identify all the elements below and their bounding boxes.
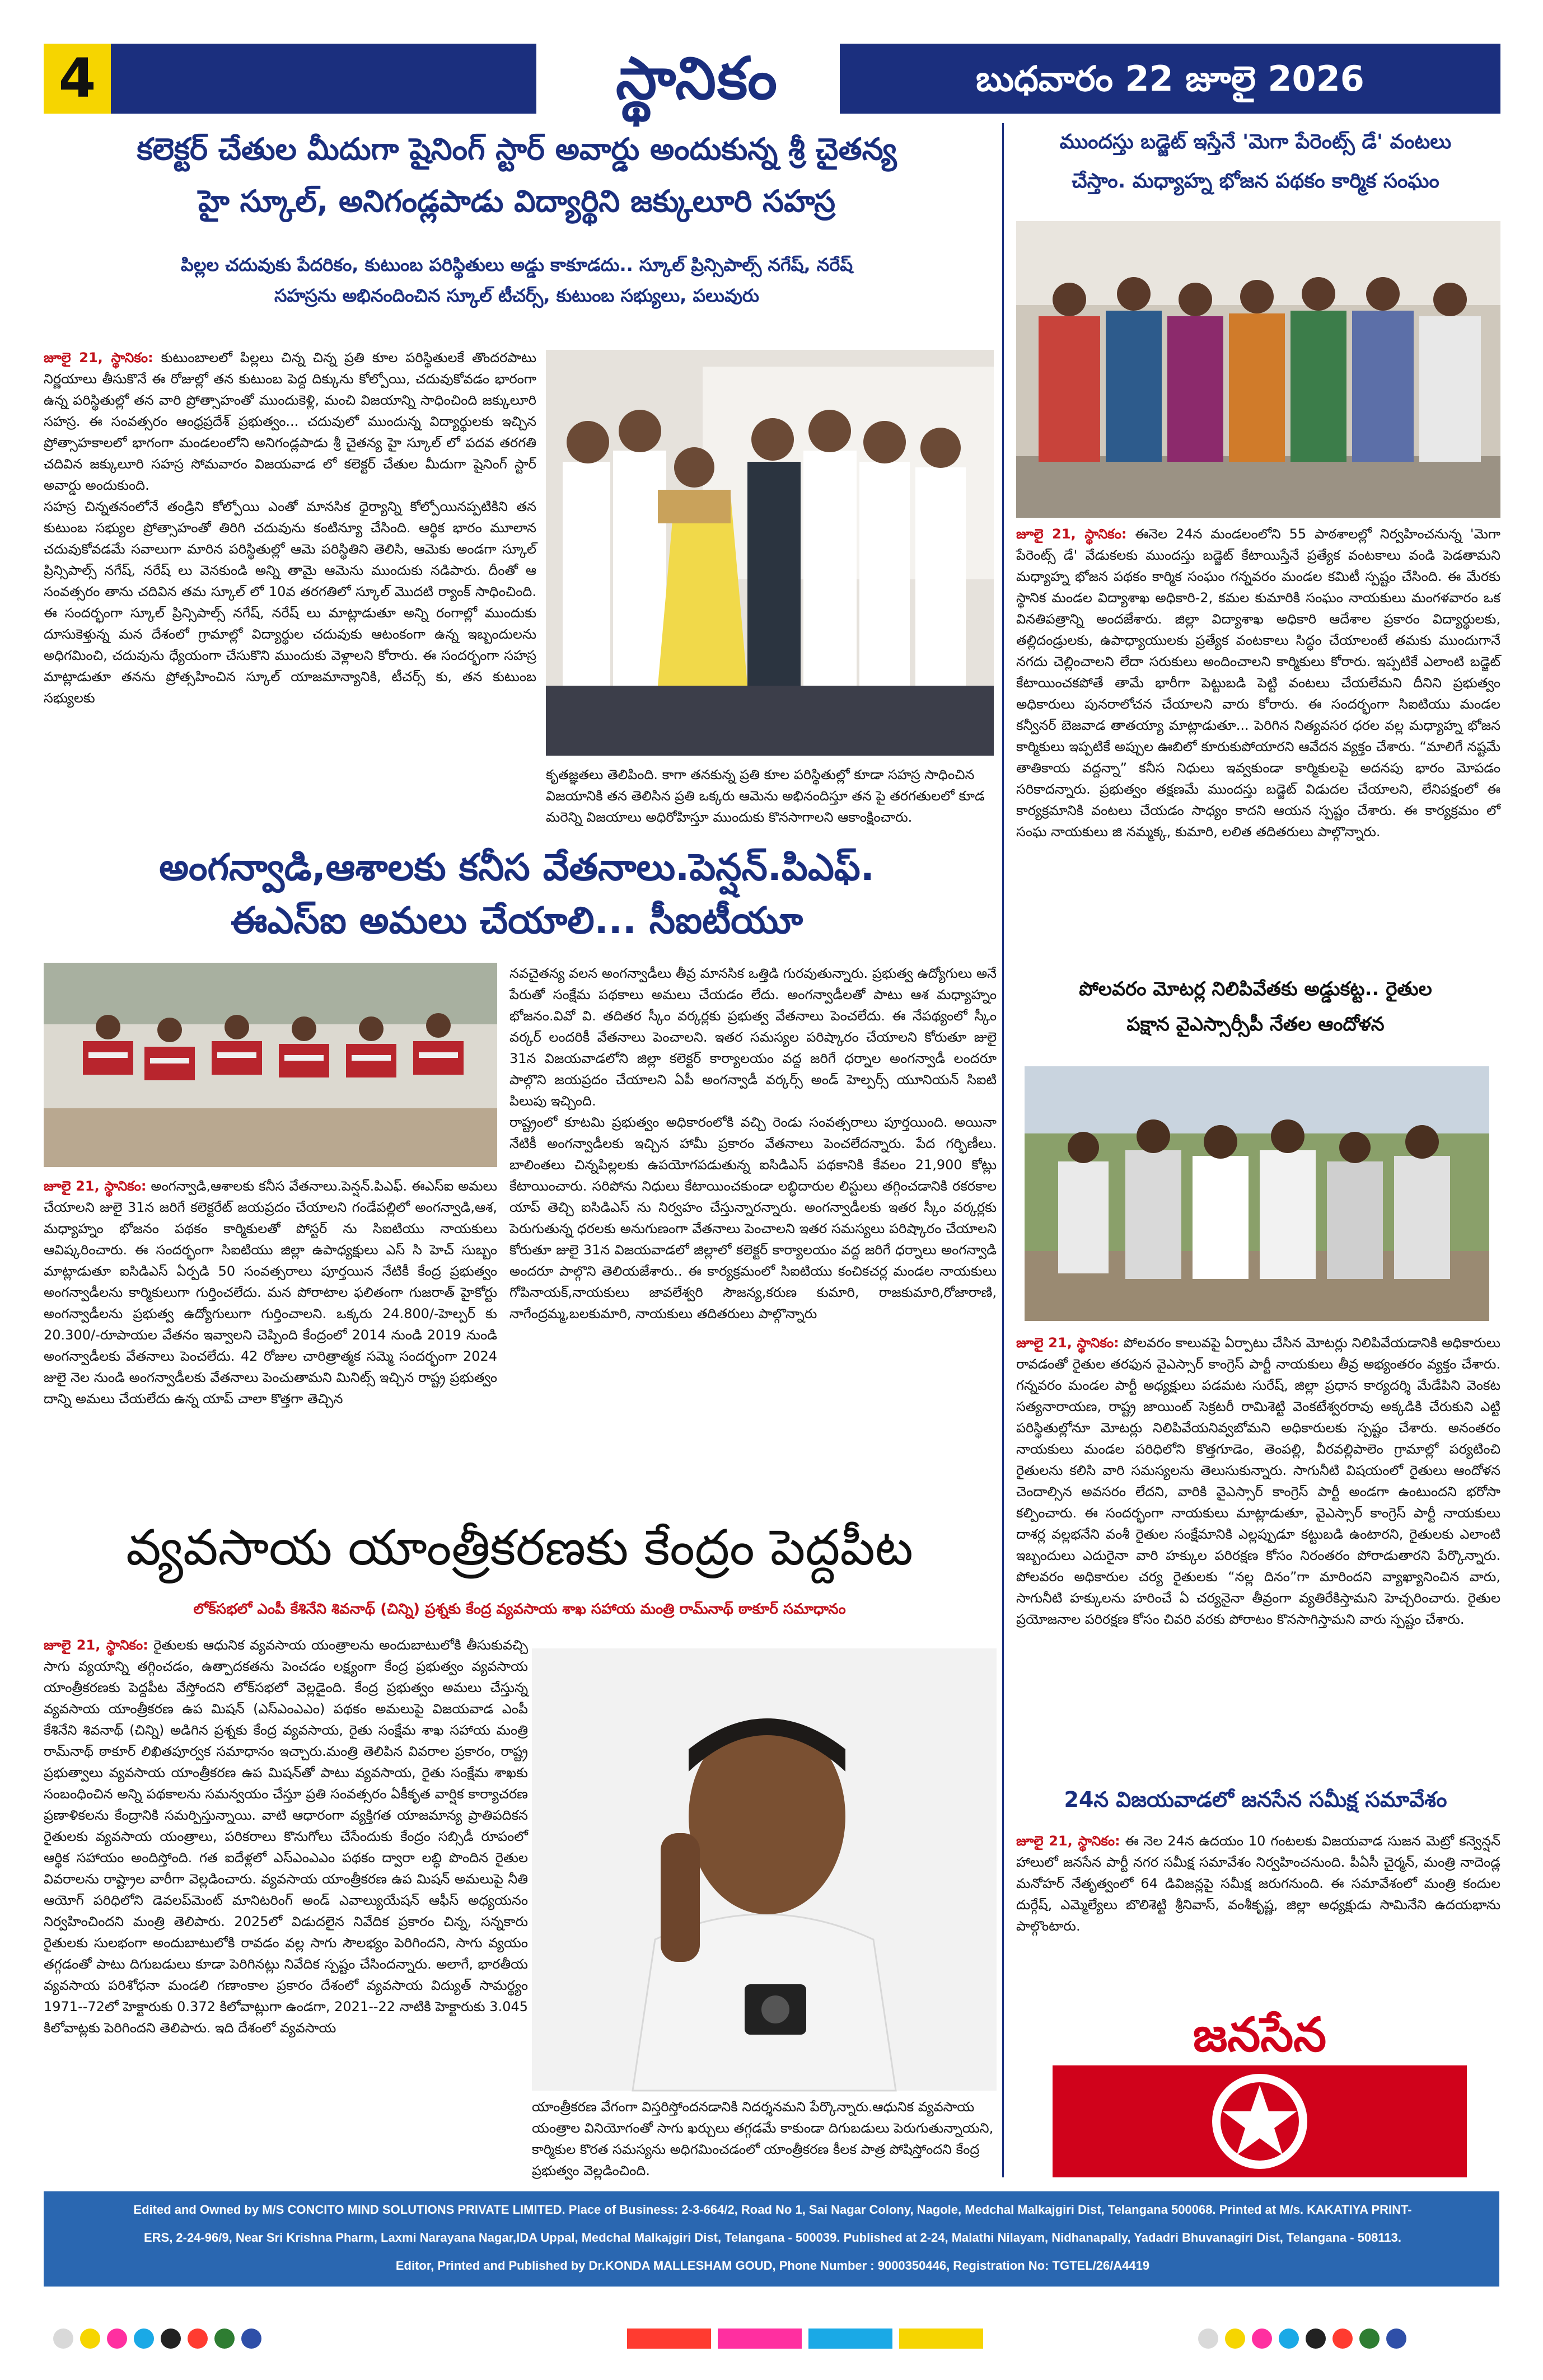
janasena-logo-text: జనసేన [1193,2007,1327,2062]
story2-body-left-text: అంగన్వాడి,ఆశాలకు కనీస వేతనాలు.పెన్షన్.పిఎఫ్. ఈఎస్ఐ అమలు చేయాలని జులై 31న జరిగే కలెక్టరేట్ జయప్రదం చేయాలని గండేపల్లిలో అంగన్వాడి,ఆశ, మధ్యాహ్నం భోజనం పథకం కార్మికులతో పోస్టర్ ను సిఐటియు నాయకులు ఆవిష్కరించారు. ఈ సందర్భంగా సిఐటియు జిల్లా ఉపాధ్యక్షులు ఎస్ సి హెచ్ సుబ్బం మాట్లాడుతూ ఐసిడిఎస్ ఏర్పడి 50 సంవత్సరాలు పూర్తయిన నేటికీ కేంద్ర ప్రభుత్వం అంగన్వాడీలను కార్మికులుగా గుర్తించలేదు. మన పోరాటాల ఫలితంగా గుజరాత్ హైకోర్టు అంగన్వాడీలను ప్రభుత్వ ఉద్యోగులుగా గుర్తించాలని. ఒక్కరు 24.800/-హెల్పర్ కు 20.300/-రూపాయల వేతనం ఇవ్వాలని చెప్పింది కేంద్రంలో 2014 నుండి 2019 నుండి అంగన్వాడీలకు వేతనాలు పెంచలేదు. 42 రోజుల చారిత్రాత్మక సమ్మె సందర్భంగా 2024 జులై నెల నుండి అంగన్వాడీలకు వేతనాలు పెంచుతామని మినిట్స్ ఇచ్చిన రాష్ట్ర ప్రభుత్వం దాన్ని అమలు చేయలేదు ఉన్న యాప్ చాలా కొత్తగా తెచ్చిన [44,1178,497,1407]
story1-subheading-line1: పిల్లల చదువుకు పేదరికం, కుటుంబ పరిస్థితులు అడ్డు కాకూడదు.. స్కూల్ ప్రిన్సిపాల్స్ నగేష్, నరేష్ [180,254,853,275]
story4-workers-photo [1016,221,1500,518]
story1-body-left [44,347,536,884]
page-number: 4 [44,44,111,114]
story3-minister-photo [532,1648,997,2091]
story4-body-text: ఈనెల 24న మండలంలోని 55 పాఠశాలల్లో నిర్వహించనున్న 'మెగా పేరెంట్స్ డే' వేడుకలకు ముందస్తు బడ్జెట్ కేటాయిస్తేనే ప్రత్యేక వంటకాలు వండి పెడతామని మధ్యాహ్న భోజన పథకం కార్మిక సంఘం గన్నవరం మండల కమిటీ స్పష్టం చేసింది. ఈ మేరకు స్థానిక మండల విద్యాశాఖ అధికారి-2, కమల కుమారికి సంఘం నాయకులు మంగళవారం ఒక వినతిపత్రాన్ని అందజేశారు. జిల్లా విద్యాశాఖ అధికారి ఆదేశాల ప్రకారం విద్యార్థులకు, తల్లిదండ్రులకు, ఉపాధ్యాయులకు ప్రత్యేక వంటకాలు సిద్ధం చేయాలంటే తమకు ముందుగానే నగదు చెల్లించాలని లేదా సరుకులు అందించాలని కార్మికులు కోరారు. ఇప్పటికే ఎలాంటి బడ్జెట్ కేటాయించకపోతే తామే భారీగా పెట్టుబడి పెట్టి వంటలు చేయలేమని దీనిని ప్రభుత్వం అధికారులు పునరాలోచన చేయాలని వారు కోరారు. ఈ సందర్భంగా సిఐటియు మండల కన్వీనర్ బెజవాడ తాతయ్యా మాట్లాడుతూ... పెరిగిన నిత్యవసర ధరల వల్ల మధ్యాహ్న భోజన కార్మికులు ఇప్పటికే అప్పుల ఊబిలో కూరుకుపోయారని ఆవేదన వ్యక్తం చేశారు. “మాలిగే నష్టమే తాతికాయ వద్దన్నా” కనీస నిధులు ఇవ్వకుండా కార్మికులపై అదనపు భారం మోపడం సరికాదన్నారు. ప్రభుత్వం తక్షణమే ముందస్తు బడ్జెట్ విడుదల చేయాలని, లేనిపక్షంలో ఈ కార్యక్రమానికి వంటలు చేయడం సాధ్యం కాదని ఆయన స్పష్టం చేశారు. ఈ కార్యక్రమం లో సంఘ నాయకులు జి నమ్మక్క, కుమారి, లలిత తదితరులు పాల్గొన్నారు. [1016,526,1500,840]
story6-headline: 24న విజయవాడలో జనసేన సమీక్ష సమావేశం [1064,1787,1447,1812]
story6-body-text: ఈ నెల 24న ఉదయం 10 గంటలకు విజయవాడ సుజన మెట్రో కన్వెన్షన్ హాలులో జనసేన పార్టీ నగర సమీక్ష సమావేశం నిర్వహించనుంది. పీఏసీ చైర్మన్, మంత్రి నాదెండ్ల మనోహర్ నేతృత్వంలో 64 డివిజన్లపై సమీక్ష జరుగనుంది. ఈ సమావేశంలో మంత్రి కందుల దుర్గేష్, ఎమ్మెల్యేలు బొలిశెట్టి శ్రీనివాస్, వంశీకృష్ణ, జిల్లా అధ్యక్షుడు సామినేని ఉదయభాను పాల్గొంటారు. [1016,1833,1500,1934]
story2-body-right [509,963,997,1483]
story4-headline-line1: ముందస్తు బడ్జెట్ ఇస్తేనే 'మెగా పేరెంట్స్ డే' వంటలు [1059,130,1452,153]
story2-dateline: జూలై 21, స్థానికం: [44,1178,147,1194]
story4-headline-line2: చేస్తాం. మధ్యాహ్న భోజన పథకం కార్మిక సంఘం [1072,170,1439,193]
story1-body-para2: సహస్ర చిన్నతనంలోనే తండ్రిని కోల్పోయి ఎంతో మానసిక ధైర్యాన్ని కోల్పోయినప్పటికిని తన కుటుంబ సభ్యుల ప్రోత్సాహంతో తిరిగి చదువును కంటిన్యూ చేసింది. ఆర్థిక భారం మూలాన చదువుకోవడమే సవాలుగా మారిన పరిస్థితుల్లో ఆమె పరిస్థితిని తెలిసి, ఆమెకు అండగా స్కూల్ ప్రిన్సిపాల్స్ నగేష్, నరేష్ లు వెనకుండి అన్ని తామై ఆమెను ముందుకు నడిపారు. దీంతో ఆ సంవత్సరం తాను చదివిన తమ స్కూల్ లో 10వ తరగతిలో స్కూల్ మొదటి ర్యాంక్ సాధించింది. ఈ సందర్భంగా స్కూల్ ప్రిన్సిపాల్స్ నగేష్, నరేష్ లు మాట్లాడుతూ అన్ని రంగాల్లో ముందుకు దూసుకెళ్తున్న మన దేశంలో గ్రామాల్లో విద్యార్థుల చదువుకు ఆటంకంగా ఉన్న ఇబ్బందులను అధిగమించి, చదువును ధ్యేయంగా చేసుకొని ముందుకు వెళ్లాలని కోరారు. ఈ సందర్భంగా సహస్ర మాట్లాడుతూ తనను ప్రోత్సహించిన స్కూల్ యాజమాన్యానికి, టీచర్స్ కు, తన కుటుంబ సభ్యులకు [44,499,536,706]
story2-body-right-para1: నవచైతన్య వలన అంగన్వాడీలు తీవ్ర మానసిక ఒత్తిడి గురవుతున్నారు. ప్రభుత్వ ఉద్యోగులు అనే పేరుతో సంక్షేమ పథకాలు అమలు చేయడం లేదు. అంగన్వాడీలతో పాటు ఆశ మధ్యాహ్నం భోజనం.వివో వి. తదితర స్కీం వర్కర్లకు ప్రభుత్వ వేతనాలు పెంచలేదు. ఈ నేపథ్యంలో స్కీం వర్కర్ లందరికీ వేతనాలు పెంచాలని. ఇతర సమస్యల పరిష్కారం చేయాలని కోరుతూ జులై 31న విజయవాడలోని జిల్లా కలెక్టర్ కార్యాలయం వద్ద జరిగే ధర్నాల అంగన్వాడీ లందరూ పాల్గొని జయప్రదం చేయాలని ఏపీ అంగన్వాడీ వర్కర్స్ అండ్ హెల్పర్స్ యూనియన్ సిఐటి పిలుపు ఇచ్చింది. [509,966,997,1109]
story1-award-photo [546,350,994,756]
story1-headline-line1: కలెక్టర్ చేతుల మీదుగా షైనింగ్ స్టార్ అవార్డు అందుకున్న శ్రీ చైతన్య [137,132,897,167]
masthead-left-band [44,44,536,114]
story1-body-right: కృతజ్ఞతలు తెలిపింది. కాగా తనకున్న ప్రతి కూల పరిస్థితుల్లో కూడా సహస్ర సాధించిన విజయానికి తన తెలిసిన ప్రతి ఒక్కరు ఆమెను అభినందిస్తూ తన పై తరగతులలో కూడ మరెన్ని విజయాలు అధిరోహిస్తూ ముందుకు కొనసాగాలని ఆకాంక్షించారు. [546,767,985,825]
story3-body-right: యాంత్రీకరణ వేగంగా విస్తరిస్తోందనడానికి నిదర్శనమని పేర్కొన్నారు.ఆధునిక వ్యవసాయ యంత్రాల వినియోగంతో సాగు ఖర్చులు తగ్గడమే కాకుండా దిగుబడులు పెరుగుతున్నాయని, కార్మికుల కొరత సమస్యను అధిగమించడంలో యాంత్రీకరణ కీలక పాత్ర పోషిస్తోందని కేంద్ర ప్రభుత్వం వెల్లడించింది. [532,2099,994,2178]
story5-headline-line1: పోలవరం మోటర్ల నిలిపివేతకు అడ్డుకట్ట.. రైతుల [1079,978,1432,1000]
janasena-logo [1053,2004,1467,2177]
story1-subheading-line2: సహస్రను అభినందించిన స్కూల్ టీచర్స్, కుటుంబ సభ్యులు, పలువురు [274,285,759,306]
story2-body-left [44,1175,497,1483]
story6-dateline: జూలై 21, స్థానికం: [1016,1833,1120,1849]
registration-swatches-left [53,2329,261,2349]
story2-body-right-para2: రాష్ట్రంలో కూటమి ప్రభుత్వం అధికారంలోకి వచ్చి రెండు సంవత్సరాలు పూర్తయింది. అయినా నేటికీ అంగన్వాడీలకు ఇచ్చిన హామీ ప్రకారం వేతనాలు పెంచలేదన్నారు. పేద గర్భిణీలు. బాలింతలు చిన్నపిల్లలకు ఉపయోగపడుతున్న ఐసిడిఎస్ పథకానికి కేవలం 21,900 కోట్లు కేటాయించారు. సరిపోను నిధులు కేటాయించకుండా లబ్ధిదారుల లిస్టులు తగ్గించడానికి రకరకాల యాప్ తెచ్చి ఐసిడిఎస్ ను నిర్వహం చేస్తున్నారన్నారు. అంగన్వాడీలకు ఇతర స్కీం వర్కర్లకు పెరుగుతున్న ధరలకు అనుగుణంగా వేతనాలు పెంచాలని ఇతర సమస్యలు పరిష్కారం చేయాలని కోరుతూ జులై 31న విజయవాడలో జిల్లాలో కలెక్టర్ కార్యాలయం వద్ద జరిగే ధర్నాలు అంగన్వాడి అందరూ పాల్గొని తెలియజేశారు.. ఈ కార్యక్రమంలో సిఐటియు కంచికచర్ల మండల నాయకులు గోపినాయక్,నాయకులు జావలేశ్వరి సౌజన్య,కరుణ కుమారి, రాజకుమారి,రోజారాణి, నాగేంద్రమ్మ,బలకుమారి, నాయకులు తదితరులు పాల్గొన్నారు [509,1114,997,1322]
footer-line2: ERS, 2-24-96/9, Near Sri Krishna Pharm, Laxmi Narayana Nagar,IDA Uppal, Medchal Malkajgiri Dist, Telangana - 500039. Published at 2-24, Malathi Nilayam, Nidhanapally, Yadadri Bhuvanagiri Dist, Telangana - 508113. [143,2231,1402,2245]
story3-headline: వ్యవసాయ యాంత్రీకరణకు కేంద్రం పెద్దపీట [126,1519,913,1576]
story2-headline-line1-visible: అంగన్వాడి,ఆశాలకు కనీస వేతనాలు.పెన్షన్.పిఎఫ్. [44,842,990,893]
story3-dateline: జూలై 21, స్థానికం: [44,1637,148,1653]
story6-body [1016,1830,1500,1981]
story3-subheading: లోక్‌సభలో ఎంపీ కేశినేని శివనాథ్ (చిన్ని) ప్రశ్నకు కేంద్ర వ్యవసాయ శాఖ సహాయ మంత్రి రామ్‌నాథ్ ఠాకూర్ సమాధానం [193,1601,846,1618]
newspaper-title: స్థానికం [615,44,779,113]
footer-line3: Editor, Printed and Published by Dr.KONDA MALLESHAM GOUD, Phone Number : 9000350446, Registration No: TGTEL/26/A4419 [395,2259,1150,2273]
story4-body [1016,523,1500,999]
story5-protest-photo [1025,1066,1489,1321]
story1-body-para1: కుటుంబాలలో పిల్లలు చిన్న చిన్న ప్రతి కూల పరిస్థితులకే తొందరపాటు నిర్ణయాలు తీసుకొనే ఈ రోజుల్లో తన కుటుంబ పెద్ద దిక్కును కోల్పోయి, చదువుకోవడం భారంగా ఉన్న పరిస్థితుల్లో తన వారి ప్రోత్సాహంతో ముందుకెళ్లి, మంచి విజయాన్ని సాధించింది జక్కులూరి సహస్ర. ఈ సంవత్సరం ఆంధ్రప్రదేశ్ ప్రభుత్వం... చదువులో ముందున్న విద్యార్థులకు ఇచ్చిన ప్రోత్సాహకాలలో భాగంగా మండలంలోని అనిగండ్లపాడు శ్రీ చైతన్య హై స్కూల్ లో పదవ తరగతి చదివిన జక్కులూరి సహస్ర సోమవారం విజయవాడ లో కలెక్టర్ చేతుల మీదుగా షైనింగ్ స్టార్ అవార్డు అందుకుంది. [44,350,536,493]
story5-headline-line2: పక్షాన వైఎస్సార్సీపీ నేతల ఆందోళన [1126,1013,1385,1036]
story3-body-left [44,1634,528,2172]
footer-line1: Edited and Owned by M/S CONCITO MIND SOLUTIONS PRIVATE LIMITED. Place of Business: 2-3-664/2, Road No 1, Sai Nagar Colony, Nagole, Medchal Malkajgiri Dist, Telangana 500068. Printed at M/s. KAKATIYA PRINT- [133,2203,1412,2217]
registration-swatches-center [627,2329,983,2349]
story2-protest-photo [44,963,497,1167]
story5-body-text: పోలవరం కాలువపై ఏర్పాటు చేసిన మోటర్లు నిలిపివేయడానికి అధికారులు రావడంతో రైతుల తరఫున వైఎస్సార్ కాంగ్రెస్ పార్టీ నాయకులు తీవ్ర అభ్యంతరం వ్యక్తం చేశారు. గన్నవరం మండల పార్టీ అధ్యక్షులు పడమట సురేష్, జిల్లా ప్రధాన కార్యదర్శి మేడేపిని వెంకట సత్యనారాయణ, రాష్ట్ర జాయింట్ సెక్రటరీ రామిశెట్టి వెంకటేశ్వరరావు అక్కడికి చేరుకుని ఎట్టి పరిస్థితుల్లోనూ మోటర్లు నిలిపివేయనివ్వబోమని అధికారులకు స్పష్టం చేశారు. అనంతరం నాయకులు మండల పరిధిలోని కొత్తగూడెం, తెంపల్లి, వీరవల్లిపాలెం గ్రామాల్లో పర్యటించి రైతులను కలిసి వారి సమస్యలను తెలుసుకున్నారు. సాగునీటి విషయంలో రైతులు ఆందోళన చెందాల్సిన అవసరం లేదని, వారికి వైఎస్సార్ కాంగ్రెస్ పార్టీ అండగా ఉంటుందని భరోసా కల్పించారు. ఈ సందర్భంగా నాయకులు మాట్లాడుతూ, వైఎస్సార్ కాంగ్రెస్ పార్టీ నాయకులు దాశర్ల వల్లభనేని వంశీ రైతుల సంక్షేమానికి ఎల్లప్పుడూ కట్టుబడి ఉంటారని, రైతులకు ఎలాంటి ఇబ్బందులు ఎదురైనా వారి హక్కుల పరిరక్షణ కోసం నిరంతరం పోరాడుతారని పేర్కొన్నారు. పోలవరం అధికారుల చర్య రైతులకు “నల్ల దినం”గా మారిందని వ్యాఖ్యానించిన వారు, సాగునీటి హక్కులను హరించే ఏ చర్యనైనా తీవ్రంగా వ్యతిరేకిస్తామని హెచ్చరించారు. రైతుల ప్రయోజనాల పరిరక్షణ కోసం చివరి వరకు పోరాటం కొనసాగిస్తామని వారు స్పష్టం చేశారు. [1016,1335,1500,1627]
column-divider [1002,123,1004,2177]
story4-dateline: జూలై 21, స్థానికం: [1016,526,1127,542]
issue-date: బుధవారం 22 జూలై 2026 [976,58,1364,99]
story2-headline-line2: ఈఎస్ఐ అమలు చేయాలి... సీఐటీయూ [230,899,803,942]
story1-headline-line2: హై స్కూల్, అనిగండ్లపాడు విద్యార్థిని జక్కులూరి సహస్ర [198,184,836,219]
story3-body-left-text: రైతులకు ఆధునిక వ్యవసాయ యంత్రాలను అందుబాటులోకి తీసుకువచ్చి సాగు వ్యయాన్ని తగ్గించడం, ఉత్పాదకతను పెంచడం లక్ష్యంగా కేంద్ర ప్రభుత్వం వ్యవసాయ యాంత్రీకరణకు పెద్దపీట వేస్తోందని లోక్‌సభలో వెల్లడైంది. కేంద్ర ప్రభుత్వం అమలు చేస్తున్న వ్యవసాయ యాంత్రీకరణ ఉప మిషన్ (ఎస్ఎంఎఎం) పథకం అమలుపై విజయవాడ ఎంపీ కేశినేని శివనాథ్ (చిన్ని) అడిగిన ప్రశ్నకు కేంద్ర వ్యవసాయ, రైతు సంక్షేమ శాఖ సహాయ మంత్రి రామ్‌నాథ్ ఠాకూర్ లిఖితపూర్వక సమాధానం ఇచ్చారు.మంత్రి తెలిపిన వివరాల ప్రకారం, రాష్ట్ర ప్రభుత్వాలు వ్యవసాయ యాంత్రీకరణ ఉప మిషన్‌తో పాటు వ్యవసాయ, రైతు సంక్షేమ శాఖకు సంబంధించిన అన్ని పథకాలను సమన్వయం చేస్తూ ప్రతి సంవత్సరం ఏకీకృత వార్షిక కార్యాచరణ ప్రణాళికలను కేంద్రానికి సమర్పిస్తున్నాయి. వాటి ఆధారంగా వ్యక్తిగత యాజమాన్య ప్రాతిపదికన రైతులకు వ్యవసాయ యంత్రాలు, పరికరాలు కొనుగోలు చేసేందుకు కేంద్రం సబ్సిడీ రూపంలో ఆర్థిక సహాయం అందిస్తోంది. గత ఐదేళ్లలో ఎస్ఎంఎఎం పథకం ద్వారా లబ్ధి పొందిన రైతుల వివరాలను రాష్ట్రాల వారీగా వెల్లడించారు. వ్యవసాయ యాంత్రీకరణ ఉప మిషన్ అమలుపై నీతి ఆయోగ్ పరిధిలోని డెవలప్‌మెంట్ మానిటరింగ్ అండ్ ఎవాల్యుయేషన్ ఆఫీస్ అధ్యయనం నిర్వహించిందని మంత్రి తెలిపారు. 2025లో విడుదలైన నివేదిక ప్రకారం చిన్న, సన్నకారు రైతులకు సులభంగా అందుబాటులోకి రావడం వల్ల సాగు సౌలభ్యం పెరిగిందని, సాగు వ్యయం తగ్గడంతో పాటు దిగుబడులు కూడా పెరిగినట్లు నివేదిక స్పష్టం చేసిందన్నారు. అలాగే, భారతీయ వ్యవసాయ పరిశోధనా మండలి గణాంకాల ప్రకారం దేశంలో వ్యవసాయ విద్యుత్ సామర్థ్యం 1971--72లో హెక్టారుకు 0.372 కిలోవాట్లుగా ఉండగా, 2021--22 నాటికి హెక్టారుకు 3.045 కిలోవాట్లకు పెరిగిందని తెలిపారు. ఇది దేశంలో వ్యవసాయ [44,1637,528,2036]
story1-dateline: జూలై 21, స్థానికం: [44,350,153,366]
registration-swatches-right [1198,2329,1406,2349]
janasena-star-icon [1053,2065,1467,2177]
story5-dateline: జూలై 21, స్థానికం: [1016,1335,1119,1351]
